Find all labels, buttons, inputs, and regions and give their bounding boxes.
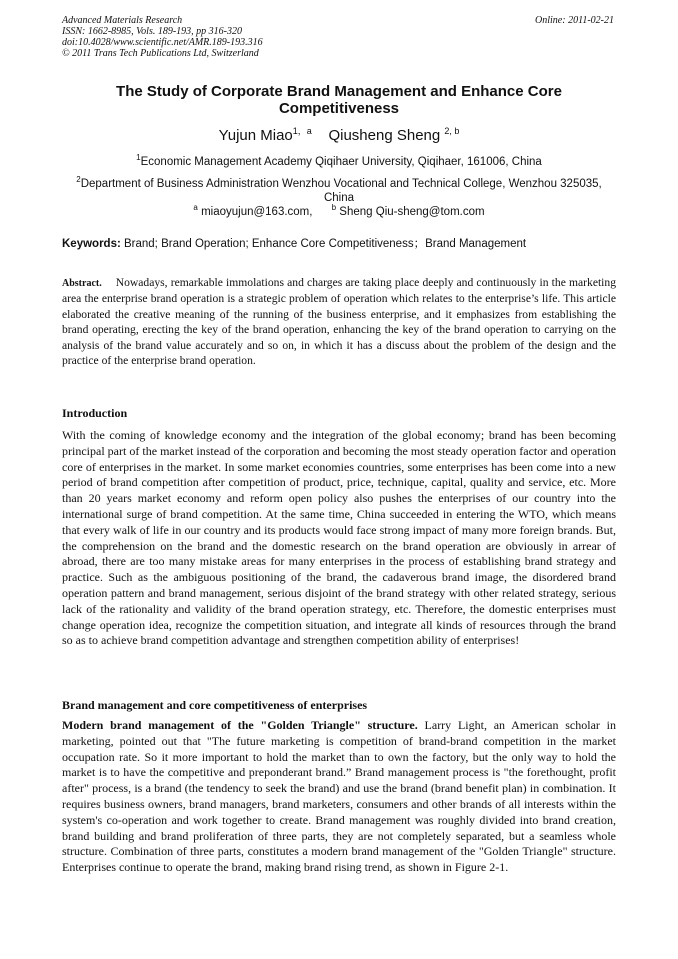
introduction-paragraph: With the coming of knowledge economy and the integration of the global economy; brand has been becoming principal part of the market instead of the corporation and becoming the most steady operation factor and operation core of enterprises in the market. In some market economies countries, some enterprises has been come into a new period of brand competition after competition of product, price, technique, capital, quality and service, etc. More than 20 years market economy and reform open policy also pushes the enterprises of our country into the international surge of brand competition. At the same time, China succeeded in entering the WTO, which means that every walk of life in our country and its products would face strong impact of many more foreign brands. But, the comprehension on the brand and the domestic research on the brand operation are obviously in arrear of abroad, there are too many mistake areas for many enterprises in the process of establishing brand strategy and practice. Such as the ambiguous positioning of the brand, the cadaverous brand image, the disordered brand operation pattern and brand management, serious disjoint of the brand strategy with other related strategy, serious lack of the rationality and validity of the brand operation strategy, etc. Therefore, the domestic enterprises must change operation idea, recognize the competition situation, and integrate all kinds of resources through the brand so as to achieve brand competition advantage and strengthen competition ability of enterprises!	[62, 428, 616, 648]
email-line	[62, 201, 616, 219]
keywords	[62, 237, 616, 251]
journal-header	[62, 15, 616, 59]
author-line	[62, 122, 616, 145]
issn-line: ISSN: 1662-8985, Vols. 189-193, pp 316-320	[62, 26, 242, 37]
author-superscript: 2, b	[444, 126, 460, 136]
email-superscript: a	[193, 203, 198, 212]
author-superscript: 1，a	[292, 126, 312, 136]
author-name: Yujun Miao	[218, 127, 293, 144]
affiliation-text: Department of Business Administration Wenzhou Vocational and Technical College, Wenzhou 325035, China	[80, 178, 602, 204]
affiliation-1	[62, 151, 616, 169]
section-heading-brand-management: Brand management and core competitiveness of enterprises	[62, 698, 368, 712]
author-name: Qiusheng Sheng	[328, 127, 441, 144]
keywords-label: Keywords:	[62, 238, 121, 250]
abstract	[62, 275, 616, 368]
abstract-text: Nowadays, remarkable immolations and charges are taking place deeply and continuously in the marketing area the enterprise brand operation is a strategic problem of operation which relates to the enterprise’s life. This article elaborated the creative meaning of the running of the business enterprise, and it emphasizes from establishing the brand operating, erecting the key of the brand operation, enhancing the key of the brand operation to carrying on the analysis of the brand value accurately and so on, in which it has a discuss about the problem of the design and the practice of the enterprise brand operation.	[62, 276, 616, 368]
keywords-text: Brand; Brand Operation; Enhance Core Competitiveness；Brand Management	[124, 238, 527, 250]
email-superscript: b	[331, 203, 337, 212]
brand-management-text: Larry Light, an American scholar in marketing, pointed out that "The future marketing is competition of brand-brand competition in the market occupation rate. So it more important to hold the market than to own the factory, but the only way to hold the market is to have the competitive and preponderant brand.” Brand management process is "the forethought, profit after" process, is a brand (the tendency to seek the brand) and use the brand (brand benefit plan) in combination. It requires business owners, brand managers, brand marketers, consumers and other brands of all interests within the system's co-operation and work together to create. Brand management was roughly divided into brand creation, brand building and brand proliferation of three parts, they are not completely separated, but a seamless whole structure. Combination of three parts, constitutes a modern brand management of the "Golden Triangle" structure. Enterprises continue to operate the brand, making brand rising trend, as shown in Figure 2-1.	[62, 718, 617, 875]
online-date: Online: 2011-02-21	[535, 15, 614, 26]
affiliation-superscript: 1	[136, 153, 141, 162]
affiliation-superscript: 2	[76, 175, 81, 184]
doi-line: doi:10.4028/www.scientific.net/AMR.189-193.316	[62, 37, 263, 48]
section-heading-introduction: Introduction	[62, 406, 128, 420]
subsection-runin-heading: Modern brand management of the "Golden Triangle" structure.	[62, 718, 418, 732]
brand-management-paragraph	[62, 718, 616, 876]
email-link[interactable]: Sheng Qiu-sheng@tom.com	[339, 206, 485, 218]
copyright-line: © 2011 Trans Tech Publications Ltd, Switzerland	[62, 48, 259, 59]
affiliation-text: Economic Management Academy Qiqihaer University, Qiqihaer, 161006, China	[140, 156, 542, 168]
abstract-label: Abstract.	[62, 278, 102, 289]
email-link[interactable]: miaoyujun@163.com,	[201, 206, 313, 218]
paper-title: The Study of Corporate Brand Management and Enhance Core Competitiveness	[116, 83, 562, 117]
journal-name: Advanced Materials Research	[62, 15, 183, 26]
